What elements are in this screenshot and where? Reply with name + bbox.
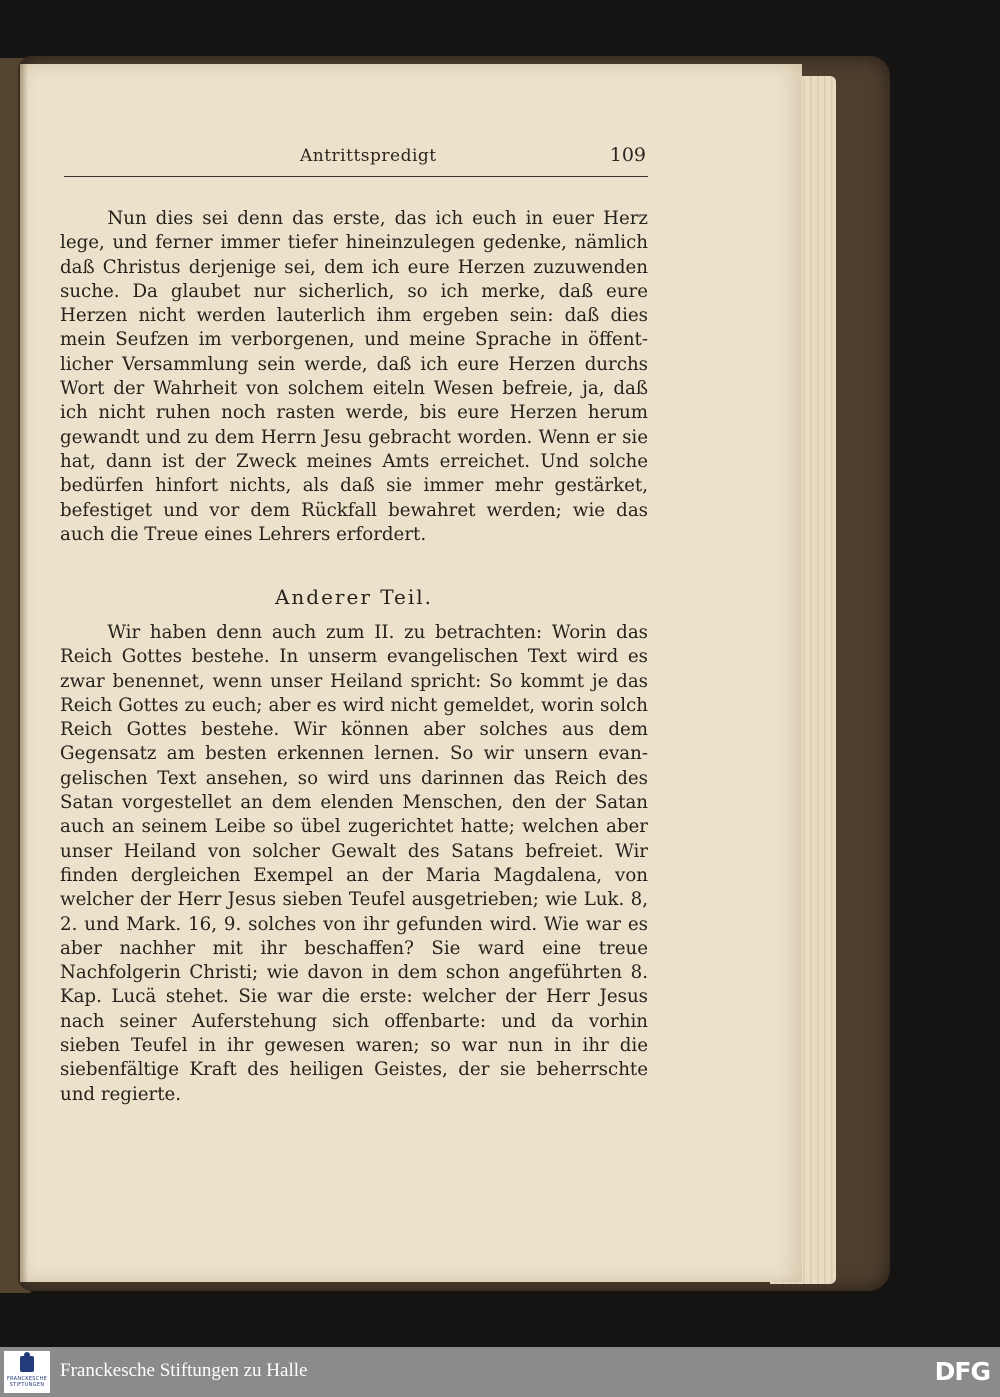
section-heading: Anderer Teil. [274,585,434,609]
running-head [64,144,648,174]
header-rule [64,176,648,177]
running-title: Antrittspredigt [300,146,437,166]
institution-name: Franckesche Stiftungen zu Halle [60,1360,308,1381]
gutter-shadow [20,64,28,1282]
building-icon [20,1356,34,1372]
logo-line-1: FRANCKESCHE [6,1376,48,1382]
institution-logo[interactable] [4,1351,50,1393]
logo-line-2: STIFTUNGEN [9,1382,45,1388]
logo-text [4,1376,50,1388]
page-number: 109 [609,144,646,166]
paragraph-2: Wir haben denn auch zum II. zu betrachten: Worin das Reich Gottes bestehe. In unserm evangelischen Text wird es zwar benennet, wenn unser Heiland spricht: So kommt je das Reich Gottes zu euch; aber es wird nicht gemeldet, worin solch Reich Gottes bestehe. Wir können aber solches aus dem Gegensatz am besten erkennen lernen. So wir unsern evangelischen Text ansehen, so wird uns darinnen das Reich des Satan vorgestellet an dem elenden Menschen, den der Satan auch an seinem Leibe so übel zugerichtet hatte; welchen aber unser Heiland von solcher Gewalt des Satans befreiet. Wir finden dergleichen Exempel an der Maria Magdalena, von welcher der Herr Jesus sieben Teufel ausgetrieben; wie Luk. 8, 2. und Mark. 16, 9. solches von ihr gefunden wird. Wie war es aber nachher mit ihr beschaffen? Sie ward eine treue Nachfolgerin Christi; wie davon in dem schon angeführten 8. Kap. Lucä stehet. Sie war die erste: welcher der Herr Jesus nach seiner Auferstehung sich offenbarte: und da vorhin sieben Teufel in ihr gewesen waren; so war nun in ihr die siebenfältige Kraft des heiligen Geistes, der sie beherrschte und regierte. [60,622,648,1105]
dfg-logo[interactable]: DFG [934,1357,990,1386]
paragraph-1: Nun dies sei denn das erste, das ich euch in euer Herz lege, und ferner immer tiefer hineinzulegen gedenke, nämlich daß Christus derjenige sei, dem ich eure Herzen zuzuwenden suche. Da glaubet nur sicherlich, so ich merke, daß eure Herzen nicht werden lauterlich ihm ergeben sein: daß dies mein Seufzen im verborgenen, und meine Sprache in öffentlicher Versammlung sein werde, daß ich eure Herzen durchs Wort der Wahrheit von solchem eiteln Wesen befreie, ja, daß ich nicht ruhen noch rasten werde, bis eure Herzen herum gewandt und zu dem Herrn Jesu gebracht worden. Wenn er sie hat, dann ist der Zweck meines Amts erreichet. Und solche bedürfen hinfort nichts, als daß sie immer mehr gestärket, befestiget und vor dem Rückfall bewahret werden; wie das auch die Treue eines Lehrers erfordert. [60,208,648,545]
footer-bar [0,1347,1000,1397]
